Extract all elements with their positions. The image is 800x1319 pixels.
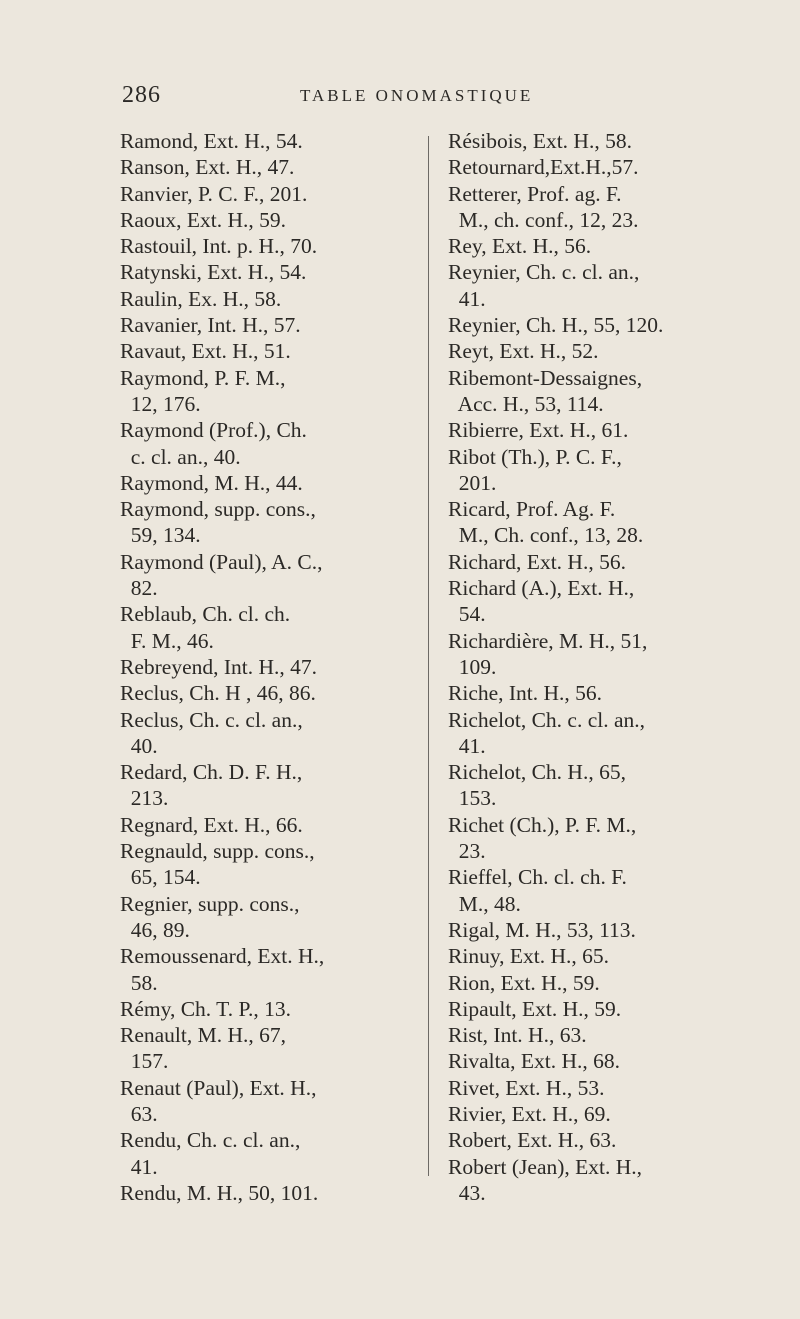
index-column-left — [120, 128, 420, 1206]
index-entry-line: Rendu, Ch. c. cl. an., — [120, 1128, 301, 1153]
index-entry-line: Redard, Ch. D. F. H., — [120, 760, 303, 785]
index-entry-line: Raulin, Ex. H., 58. — [120, 286, 282, 311]
index-entry-line: Retterer, Prof. ag. F. — [448, 181, 622, 206]
index-entry-line: Reynier, Ch. H., 55, 120. — [448, 313, 664, 338]
index-entry-line: Richardière, M. H., 51, — [448, 628, 648, 653]
page-header — [0, 82, 800, 116]
column-divider — [428, 136, 429, 1176]
index-entry-line: Rivalta, Ext. H., 68. — [448, 1049, 620, 1074]
index-entry-line: Rivet, Ext. H., 53. — [448, 1075, 605, 1100]
index-entry-line: Raymond (Prof.), Ch. — [120, 418, 307, 443]
index-entry-line: Ribot (Th.), P. C. F., — [448, 444, 622, 469]
index-entry-line: 213. — [120, 786, 169, 811]
index-entry-line: Regnier, supp. cons., — [120, 891, 300, 916]
index-entry-line: 201. — [448, 470, 497, 495]
index-entry-line: 109. — [448, 654, 497, 679]
index-entry-line: 12, 176. — [120, 391, 201, 416]
index-entry-line: Raymond, supp. cons., — [120, 497, 316, 522]
index-entry-line: 157. — [120, 1049, 169, 1074]
index-entry-line: Rémy, Ch. T. P., 13. — [120, 996, 292, 1021]
index-entry-line: Ricard, Prof. Ag. F. — [448, 497, 616, 522]
index-entry-line: Robert, Ext. H., 63. — [448, 1128, 617, 1153]
index-entry-line: Richard, Ext. H., 56. — [448, 549, 626, 574]
index-entry-line: Rigal, M. H., 53, 113. — [448, 917, 636, 942]
index-entry-line: 40. — [120, 733, 158, 758]
index-entry-line: Ratynski, Ext. H., 54. — [120, 260, 307, 285]
index-entry-line: Renault, M. H., 67, — [120, 1023, 287, 1048]
index-entry-line: c. cl. an., 40. — [120, 444, 241, 469]
index-entry-line: Reclus, Ch. c. cl. an., — [120, 707, 303, 732]
index-entry-line: Raoux, Ext. H., 59. — [120, 207, 287, 232]
index-entry-line: 23. — [448, 839, 486, 864]
index-entry-line: Rendu, M. H., 50, 101. — [120, 1180, 319, 1205]
running-title: TABLE ONOMASTIQUE — [300, 86, 534, 105]
index-entry-line: Richelot, Ch. c. cl. an., — [448, 707, 646, 732]
index-column-right — [448, 128, 748, 1206]
index-entry-line: 43. — [448, 1180, 486, 1205]
index-entry-line: Résibois, Ext. H., 58. — [448, 129, 632, 153]
index-entry-line: Rieffel, Ch. cl. ch. F. — [448, 865, 627, 890]
index-entry-line: Reyt, Ext. H., 52. — [448, 339, 599, 364]
index-entry-line: 65, 154. — [120, 865, 201, 890]
index-entry-line: Reynier, Ch. c. cl. an., — [448, 260, 640, 285]
index-entry-line: Rastouil, Int. p. H., 70. — [120, 234, 318, 259]
index-entry-line: Ravanier, Int. H., 57. — [120, 313, 301, 338]
index-entry-line: Robert (Jean), Ext. H., — [448, 1154, 643, 1179]
index-entry-line: Ranvier, P. C. F., 201. — [120, 181, 308, 206]
index-entry-line: Rion, Ext. H., 59. — [448, 970, 600, 995]
index-entry-line: Raymond, M. H., 44. — [120, 470, 303, 495]
index-entry-line: Rebreyend, Int. H., 47. — [120, 654, 318, 679]
index-entry-line: 41. — [448, 286, 486, 311]
index-entry-line: M., Ch. conf., 13, 28. — [448, 523, 644, 548]
index-entry-line: Ravaut, Ext. H., 51. — [120, 339, 291, 364]
index-entry-line: Ribierre, Ext. H., 61. — [448, 418, 629, 443]
index-entry-line: Acc. H., 53, 114. — [448, 391, 604, 416]
index-entry-line: 153. — [448, 786, 497, 811]
index-entry-line: 41. — [120, 1154, 158, 1179]
index-entry-line: 46, 89. — [120, 917, 190, 942]
index-entry-line: 82. — [120, 576, 158, 601]
index-entry-line: Richelot, Ch. H., 65, — [448, 760, 626, 785]
index-entry-line: Remoussenard, Ext. H., — [120, 944, 325, 969]
index-entry-line: 54. — [448, 602, 486, 627]
index-entry-line: Riche, Int. H., 56. — [448, 681, 603, 706]
index-entry-line: Rist, Int. H., 63. — [448, 1023, 587, 1048]
index-entry-line: 41. — [448, 733, 486, 758]
index-entry-line: 59, 134. — [120, 523, 201, 548]
index-entry-line: Regnard, Ext. H., 66. — [120, 812, 303, 837]
page-number: 286 — [122, 82, 161, 108]
index-entry-line: Rinuy, Ext. H., 65. — [448, 944, 610, 969]
index-entry-line: M., ch. conf., 12, 23. — [448, 207, 639, 232]
index-entry-line: Rivier, Ext. H., 69. — [448, 1101, 611, 1126]
index-entry-line: 58. — [120, 970, 158, 995]
index-entry-line: Renaut (Paul), Ext. H., — [120, 1075, 317, 1100]
index-entry-line: M., 48. — [448, 891, 521, 916]
index-entry-line: Raymond, P. F. M., — [120, 365, 286, 390]
index-entry-line: Reclus, Ch. H , 46, 86. — [120, 681, 316, 706]
index-entry-line: F. M., 46. — [120, 628, 214, 653]
index-entry-line: Reblaub, Ch. cl. ch. — [120, 602, 291, 627]
index-entry-line: Richard (A.), Ext. H., — [448, 576, 635, 601]
index-entry-line: Ribemont-Dessaignes, — [448, 365, 643, 390]
index-entry-line: Richet (Ch.), P. F. M., — [448, 812, 637, 837]
index-entry-line: Rey, Ext. H., 56. — [448, 234, 592, 259]
index-entry-line: 63. — [120, 1101, 158, 1126]
index-entry-line: Retournard,Ext.H.,57. — [448, 155, 639, 180]
index-entry-line: Ripault, Ext. H., 59. — [448, 996, 622, 1021]
index-entry-line: Ranson, Ext. H., 47. — [120, 155, 295, 180]
index-entry-line: Regnauld, supp. cons., — [120, 839, 315, 864]
index-entry-line: Ramond, Ext. H., 54. — [120, 129, 303, 153]
index-entry-line: Raymond (Paul), A. C., — [120, 549, 323, 574]
